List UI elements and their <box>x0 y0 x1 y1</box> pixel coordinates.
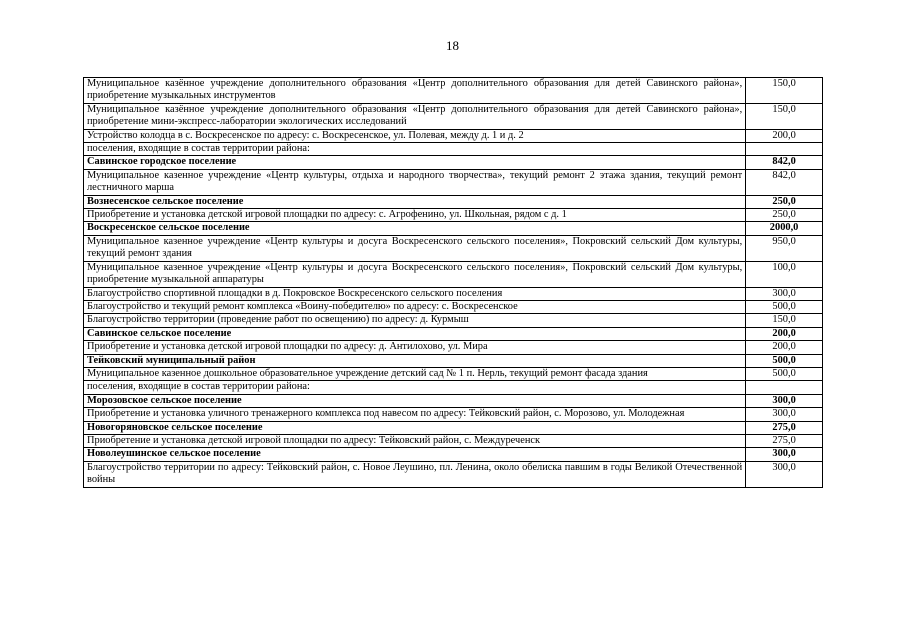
row-description: Муниципальное казённое учреждение дополнительного образования «Центр дополнительного образования для детей Савинского района», приобретение музыкальных инструментов <box>84 78 746 104</box>
row-amount: 950,0 <box>746 235 823 261</box>
budget-table-body <box>84 78 823 488</box>
row-description: Благоустройство спортивной площадки в д. Покровское Воскресенского сельского поселения <box>84 287 746 300</box>
row-amount: 2000,0 <box>746 222 823 235</box>
page-number: 18 <box>446 38 459 53</box>
row-amount: 100,0 <box>746 261 823 287</box>
row-description: Благоустройство и текущий ремонт комплекса «Воину-победителю» по адресу: с. Воскресенское <box>84 300 746 313</box>
section-header-row <box>84 354 823 367</box>
table-row <box>84 367 823 380</box>
table-row <box>84 461 823 487</box>
row-description: Благоустройство территории по адресу: Тейковский район, с. Новое Леушино, пл. Ленина, около обелиска павшим в годы Великой Отечественной войны <box>84 461 746 487</box>
section-header-row <box>84 394 823 407</box>
table-row <box>84 235 823 261</box>
table-row <box>84 129 823 142</box>
row-description: Новогоряновское сельское поселение <box>84 421 746 434</box>
row-description: Благоустройство территории (проведение работ по освещению) по адресу: д. Курмыш <box>84 314 746 327</box>
row-description: Муниципальное казенное учреждение «Центр культуры, отдыха и народного творчества», текущий ремонт 2 этажа здания, текущий ремонт лестничного марша <box>84 169 746 195</box>
section-header-row <box>84 156 823 169</box>
row-amount: 300,0 <box>746 448 823 461</box>
row-amount: 275,0 <box>746 421 823 434</box>
row-amount: 200,0 <box>746 129 823 142</box>
row-amount: 300,0 <box>746 394 823 407</box>
row-description: поселения, входящие в состав территории района: <box>84 143 746 156</box>
row-amount: 200,0 <box>746 341 823 354</box>
row-amount: 300,0 <box>746 408 823 421</box>
table-row <box>84 78 823 104</box>
row-description: Вознесенское сельское поселение <box>84 195 746 208</box>
row-description: Воскресенское сельское поселение <box>84 222 746 235</box>
table-row <box>84 314 823 327</box>
row-description: Муниципальное казенное учреждение «Центр культуры и досуга Воскресенского сельского поселения», Покровский сельский Дом культуры, текущий ремонт здания <box>84 235 746 261</box>
row-amount: 842,0 <box>746 156 823 169</box>
row-description: Морозовское сельское поселение <box>84 394 746 407</box>
table-row <box>84 300 823 313</box>
row-description: Савинское сельское поселение <box>84 327 746 340</box>
row-amount: 842,0 <box>746 169 823 195</box>
table-row <box>84 103 823 129</box>
table-row <box>84 434 823 447</box>
row-amount: 150,0 <box>746 78 823 104</box>
section-header-row <box>84 222 823 235</box>
row-amount: 500,0 <box>746 354 823 367</box>
row-amount: 250,0 <box>746 209 823 222</box>
row-description: Савинское городское поселение <box>84 156 746 169</box>
row-amount: 150,0 <box>746 103 823 129</box>
row-amount: 300,0 <box>746 287 823 300</box>
row-amount <box>746 381 823 394</box>
row-description: Тейковский муниципальный район <box>84 354 746 367</box>
row-description: Муниципальное казенное дошкольное образовательное учреждение детский сад № 1 п. Нерль, текущий ремонт фасада здания <box>84 367 746 380</box>
table-row <box>84 209 823 222</box>
row-description: Новолеушинское сельское поселение <box>84 448 746 461</box>
table-row <box>84 341 823 354</box>
section-header-row <box>84 421 823 434</box>
table-row <box>84 408 823 421</box>
row-description: Приобретение и установка детской игровой площадки по адресу: д. Антилохово, ул. Мира <box>84 341 746 354</box>
row-amount: 200,0 <box>746 327 823 340</box>
row-amount: 275,0 <box>746 434 823 447</box>
table-row <box>84 261 823 287</box>
row-description: Муниципальное казённое учреждение дополнительного образования «Центр дополнительного образования для детей Савинского района», приобретение мини-экспресс-лаборатории экологических исследований <box>84 103 746 129</box>
table-row <box>84 143 823 156</box>
table-row <box>84 287 823 300</box>
section-header-row <box>84 448 823 461</box>
row-amount <box>746 143 823 156</box>
row-amount: 300,0 <box>746 461 823 487</box>
section-header-row <box>84 195 823 208</box>
row-amount: 500,0 <box>746 300 823 313</box>
row-description: Приобретение и установка детской игровой площадки по адресу: с. Агрофенино, ул. Школьная, рядом с д. 1 <box>84 209 746 222</box>
section-header-row <box>84 327 823 340</box>
table-row <box>84 381 823 394</box>
row-description: Муниципальное казенное учреждение «Центр культуры и досуга Воскресенского сельского поселения», Покровский сельский Дом культуры, приобретение музыкальной аппаратуры <box>84 261 746 287</box>
row-description: Приобретение и установка уличного тренажерного комплекса под навесом по адресу: Тейковский район, с. Морозово, ул. Молодежная <box>84 408 746 421</box>
table-row <box>84 169 823 195</box>
row-amount: 250,0 <box>746 195 823 208</box>
row-amount: 500,0 <box>746 367 823 380</box>
row-description: Устройство колодца в с. Воскресенское по адресу: с. Воскресенское, ул. Полевая, между д. 1 и д. 2 <box>84 129 746 142</box>
row-description: Приобретение и установка детской игровой площадки по адресу: Тейковский район, с. Междуреченск <box>84 434 746 447</box>
row-description: поселения, входящие в состав территории района: <box>84 381 746 394</box>
budget-table <box>83 77 823 488</box>
row-amount: 150,0 <box>746 314 823 327</box>
